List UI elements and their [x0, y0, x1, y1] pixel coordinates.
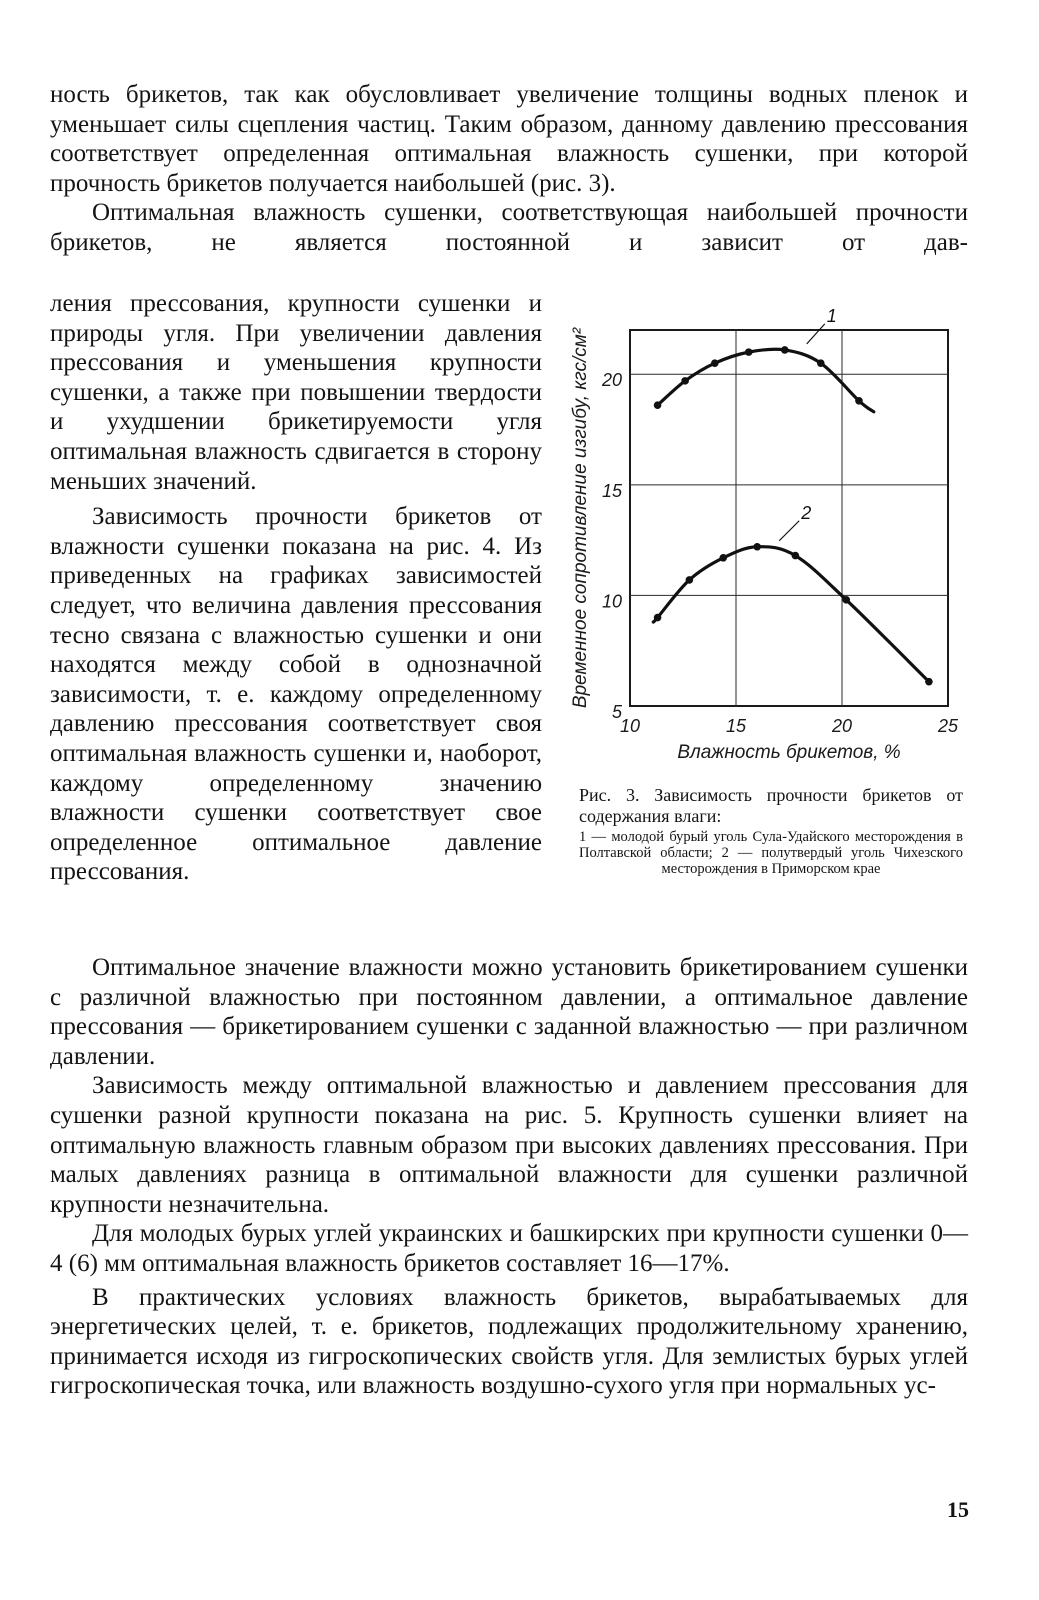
- series-label: 1: [826, 308, 837, 326]
- body-text-column: [50, 289, 542, 887]
- data-point-1: [855, 397, 863, 405]
- x-axis-label: Влажность брикетов, %: [677, 742, 901, 763]
- data-point-2: [925, 678, 933, 686]
- y-tick-label: 15: [601, 480, 622, 501]
- series-label-leader: [779, 521, 799, 541]
- y-tick-label: 5: [611, 702, 622, 722]
- data-point-1: [817, 359, 825, 367]
- page-number: 15: [947, 1497, 969, 1522]
- data-point-1: [781, 346, 789, 354]
- figure-caption: [579, 785, 963, 877]
- x-tick-label: 25: [937, 716, 959, 736]
- caption-detail: 1 — молодой бурый уголь Сула-Удайского месторождения в Полтавской области; 2 — полутвердый уголь Чихезского месторождения в Приморском крае: [579, 829, 963, 877]
- data-point-2: [686, 576, 694, 584]
- series-label-leader: [807, 324, 825, 344]
- paragraph: Для молодых бурых углей украинских и башкирских при крупности сушенки 0—4 (6) мм оптимальная влажность брикетов составляет 16—17%.: [50, 1220, 968, 1277]
- data-point-2: [654, 614, 662, 622]
- moisture-strength-chart: [556, 308, 968, 778]
- paragraph: Оптимальное значение влажности можно установить брикетированием сушенки с различной влажностью при постоянном давлении, а оптимальное давление прессования — брикетированием сушенки с заданной влажностью — при различном давлении.: [50, 954, 968, 1070]
- data-point-1: [711, 359, 719, 367]
- paragraph: Оптимальная влажность сушенки, соответствующая наибольшей прочности брикетов, не является постоянной и зависит от дав-: [50, 199, 968, 256]
- y-tick-label: 20: [601, 370, 622, 391]
- x-tick-label: 10: [619, 716, 641, 736]
- data-point-1: [654, 401, 662, 409]
- y-axis-label: Временное сопротивление изгибу, кгс/см²: [570, 327, 591, 709]
- series-label: 2: [801, 502, 812, 523]
- caption-title: Рис. 3. Зависимость прочности брикетов от содержания влаги:: [579, 785, 963, 826]
- x-tick-label: 15: [725, 716, 747, 736]
- data-point-1: [745, 348, 753, 356]
- data-point-1: [681, 377, 689, 385]
- body-text-bottom: [50, 953, 968, 1401]
- body-text-top: [50, 80, 968, 258]
- data-point-2: [792, 552, 800, 560]
- data-point-2: [753, 543, 761, 551]
- figure-3: [556, 308, 968, 778]
- data-point-2: [842, 596, 850, 604]
- series-line-1: [658, 349, 874, 412]
- x-tick-label: 20: [831, 716, 853, 736]
- paragraph: Зависимость между оптимальной влажностью и давлением прессования для сушенки разной крупности показана на рис. 5. Крупность сушенки влияет на оптимальную влажность главным образом при высоких давлениях прессования. При малых давлениях разница в оптимальной влажности для сушенки различной крупности незначительна.: [50, 1072, 968, 1218]
- paragraph: Зависимость прочности брикетов от влажности сушенки показана на рис. 4. Из приведенных на графиках зависимостей следует, что величина давления прессования тесно связана с влажностью сушенки и они находятся между собой в однозначной зависимости, т. е. каждому определенному давлению прессования соответствует своя оптимальная влажность сушенки и, наоборот, каждому определенному значению влажности сушенки соответствует свое определенное оптимальное давление прессования.: [50, 503, 542, 886]
- y-tick-label: 10: [601, 591, 622, 612]
- paragraph: В практических условиях влажность брикетов, вырабатываемых для энергетических целей, т. е. брикетов, подлежащих продолжительному хранению, принимается исходя из гигроскопических свойств угля. Для землистых бурых углей гигроскопическая точка, или влажность воздушно-сухого угля при нормальных ус-: [50, 1283, 968, 1400]
- data-point-2: [719, 554, 727, 562]
- paragraph: ления прессования, крупности сушенки и природы угля. При увеличении давления прессования и уменьшения крупности сушенки, а также при повышении твердости и ухудшении брикетируемости угля оптимальная влажность сдвигается в сторону меньших значений.: [50, 290, 542, 495]
- series-line-2: [653, 547, 929, 682]
- paragraph: ность брикетов, так как обусловливает увеличение толщины водных пленок и уменьшает силы сцепления частиц. Таким образом, данному давлению прессования соответствует определенная оптимальная влажность сушенки, при которой прочность брикетов получается наибольшей (рис. 3).: [50, 81, 968, 197]
